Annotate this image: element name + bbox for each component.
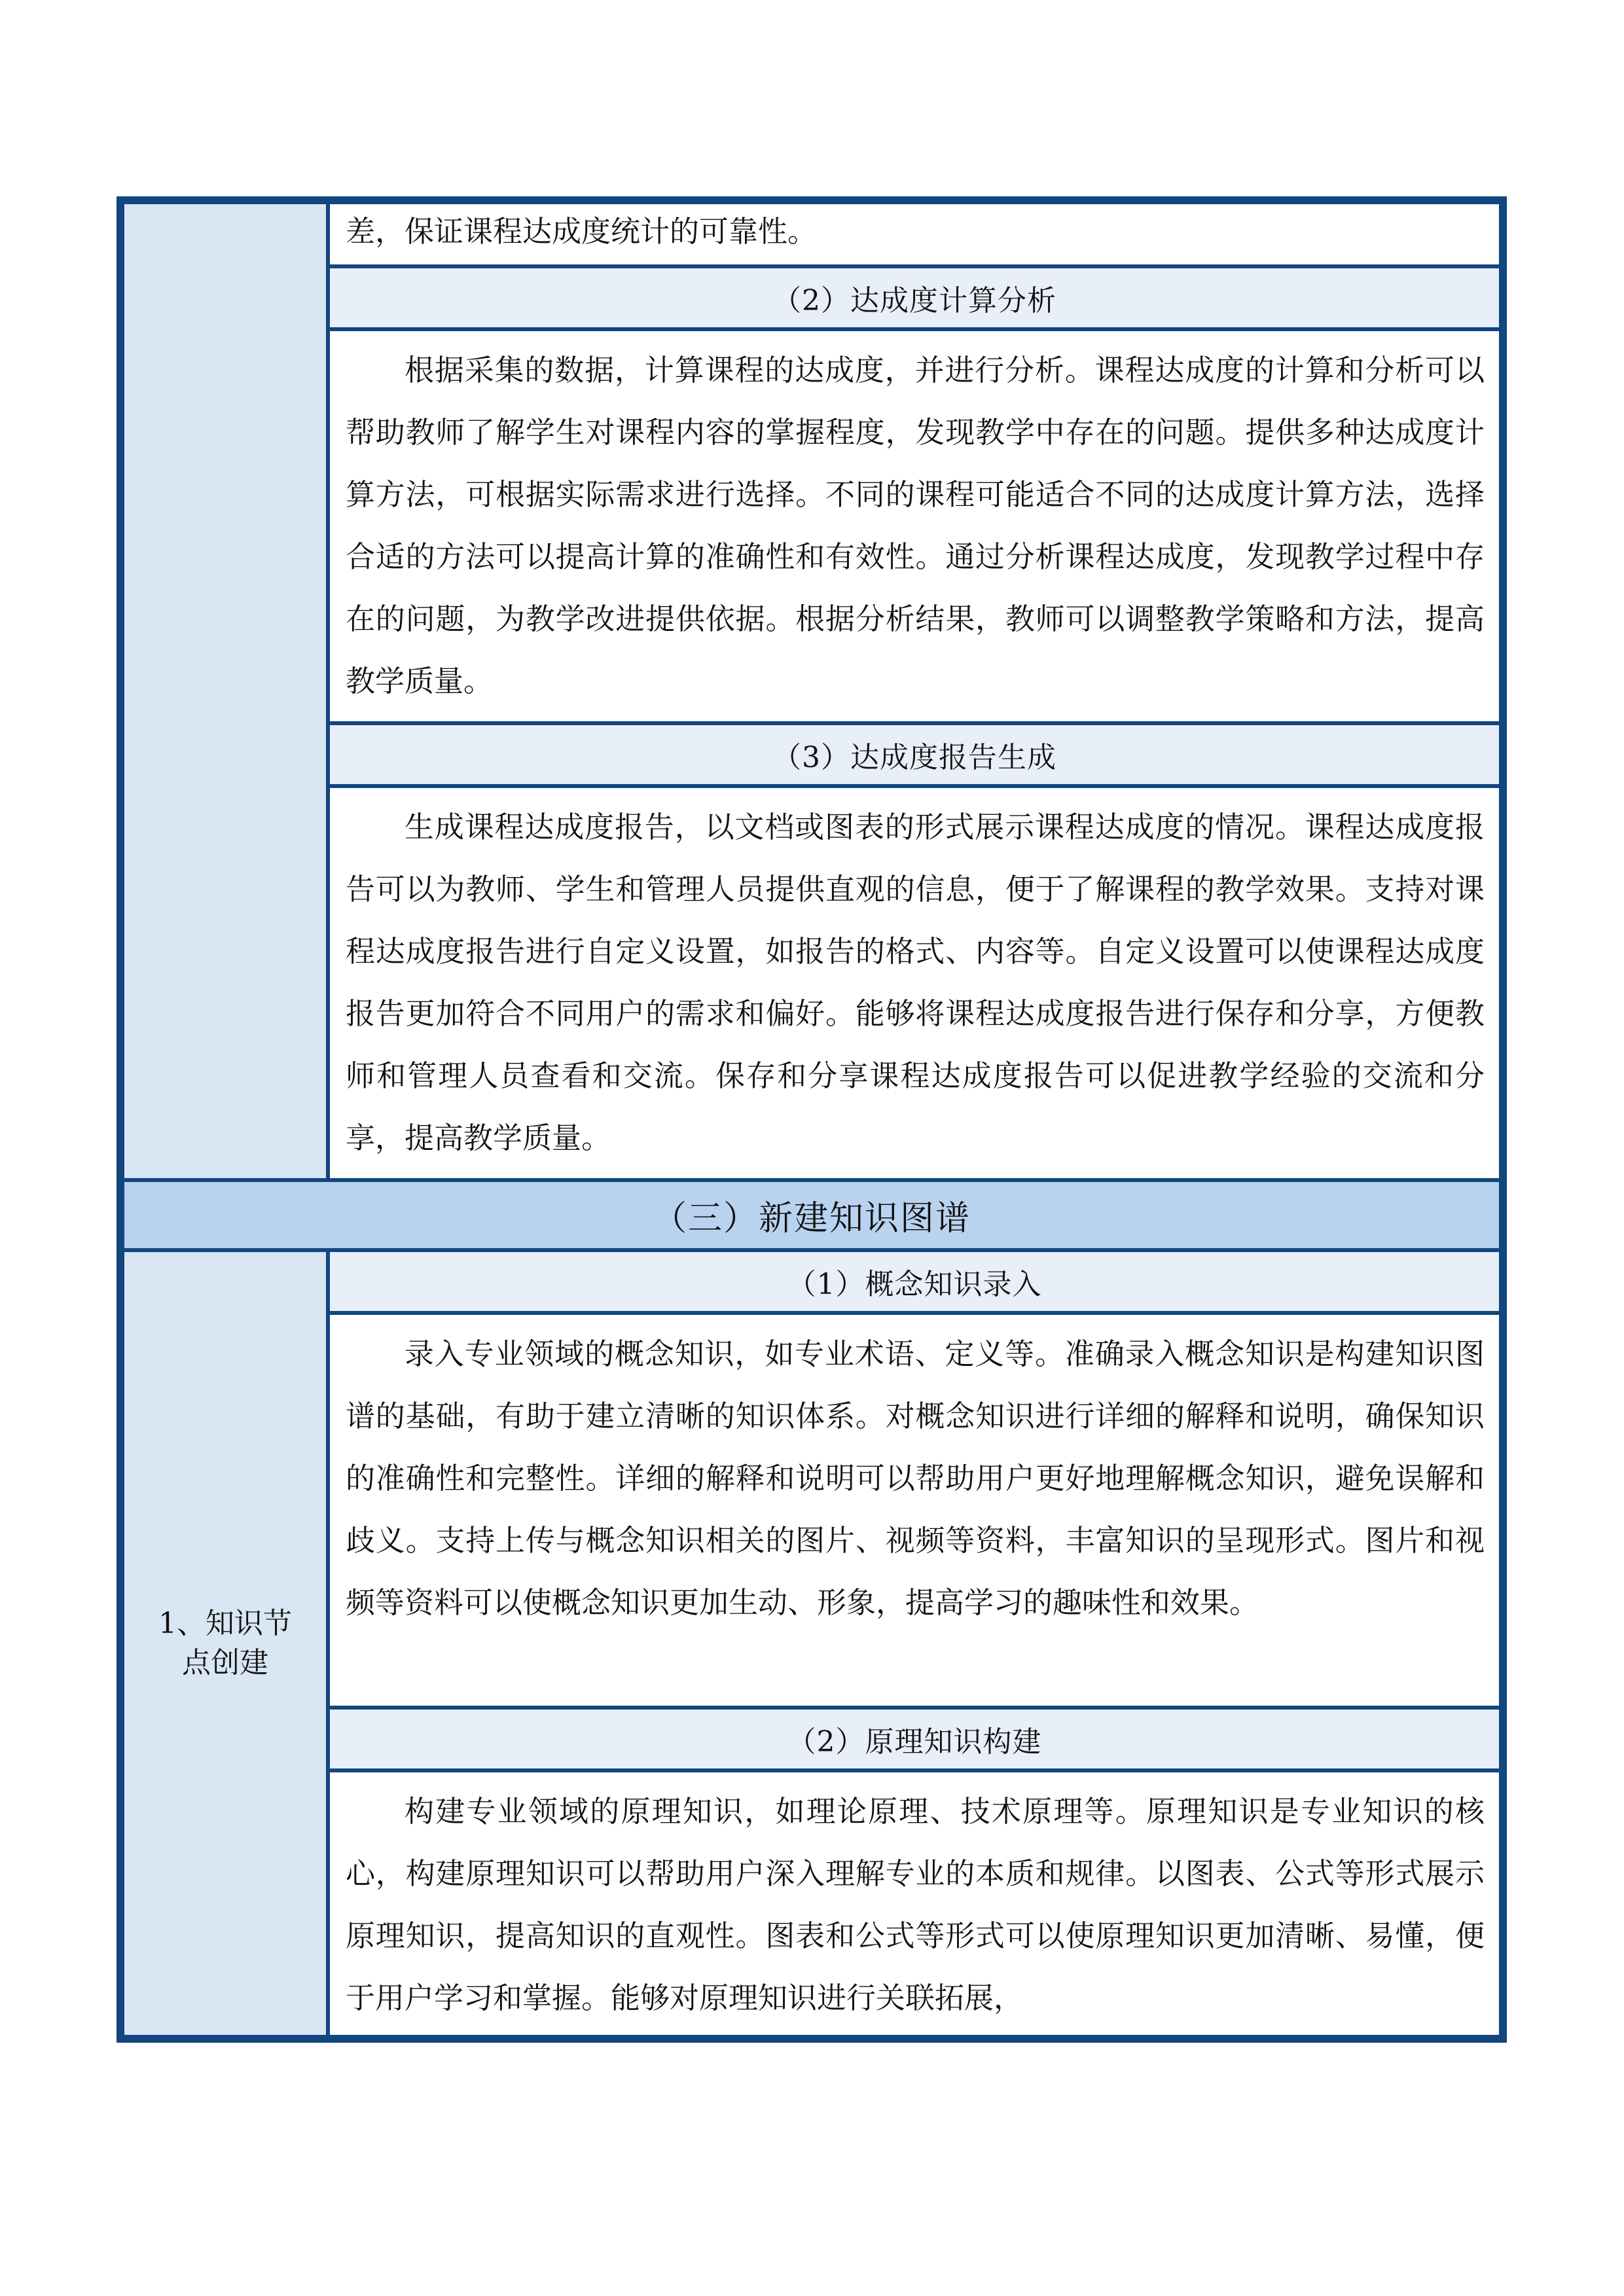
- paragraph-principle-construction: [330, 1772, 1499, 2035]
- subheader-principle-construction: [330, 1710, 1499, 1768]
- paragraph-text: 录入专业领域的概念知识，如专业术语、定义等。准确录入概念知识是构建知识图谱的基础，有助于建立清晰的知识体系。对概念知识进行详细的解释和说明，确保知识的准确性和完整性。详细的解释和说明可以帮助用户更好地理解概念知识，避免误解和歧义。支持上传与概念知识相关的图片、视频等资料，丰富知识的呈现形式。图片和视频等资料可以使概念知识更加生动、形象，提高学习的趣味性和效果。: [346, 1336, 1485, 1620]
- section-title: （三）新建知识图谱: [652, 1199, 971, 1238]
- content-table: [117, 196, 1507, 2043]
- paragraph-text: 生成课程达成度报告，以文档或图表的形式展示课程达成度的情况。课程达成度报告可以为教师、学生和管理人员提供直观的信息，便于了解课程的教学效果。支持对课程达成度报告进行自定义设置，如报告的格式、内容等。自定义设置可以使课程达成度报告更加符合不同用户的需求和偏好。能够将课程达成度报告进行保存和分享，方便教师和管理人员查看和交流。保存和分享课程达成度报告可以促进教学经验的交流和分享，提高教学质量。: [346, 810, 1485, 1155]
- subheader-concept-entry: [330, 1252, 1499, 1311]
- section-header-knowledge-graph: [124, 1182, 1499, 1248]
- row-label-text: 1、知识节点创建: [158, 1607, 292, 1679]
- continuation-text: 差，保证课程达成度统计的可靠性。: [346, 214, 818, 249]
- subheader-title: （1）概念知识录入: [787, 1268, 1042, 1301]
- subheader-achievement-calculation: [330, 268, 1499, 327]
- row-label-knowledge-node-creation: [124, 1252, 326, 2035]
- subheader-achievement-report: [330, 725, 1499, 784]
- continuation-paragraph: [330, 204, 1499, 264]
- left-column-cell-continued: [124, 204, 326, 1178]
- subheader-title: （2）原理知识构建: [787, 1725, 1042, 1759]
- paragraph-text: 根据采集的数据，计算课程的达成度，并进行分析。课程达成度的计算和分析可以帮助教师了解学生对课程内容的掌握程度，发现教学中存在的问题。提供多种达成度计算方法，可根据实际需求进行选择。不同的课程可能适合不同的达成度计算方法，选择合适的方法可以提高计算的准确性和有效性。通过分析课程达成度，发现教学过程中存在的问题，为教学改进提供依据。根据分析结果，教师可以调整教学策略和方法，提高教学质量。: [346, 353, 1485, 698]
- paragraph-achievement-report: [330, 788, 1499, 1178]
- paragraph-concept-entry: [330, 1315, 1499, 1706]
- subheader-title: （3）达成度报告生成: [772, 741, 1056, 774]
- paragraph-text: 构建专业领域的原理知识，如理论原理、技术原理等。原理知识是专业知识的核心，构建原理知识可以帮助用户深入理解专业的本质和规律。以图表、公式等形式展示原理知识，提高知识的直观性。图表和公式等形式可以使原理知识更加清晰、易懂，便于用户学习和掌握。能够对原理知识进行关联拓展，: [346, 1794, 1485, 2015]
- subheader-title: （2）达成度计算分析: [772, 284, 1056, 317]
- paragraph-achievement-calculation: [330, 331, 1499, 721]
